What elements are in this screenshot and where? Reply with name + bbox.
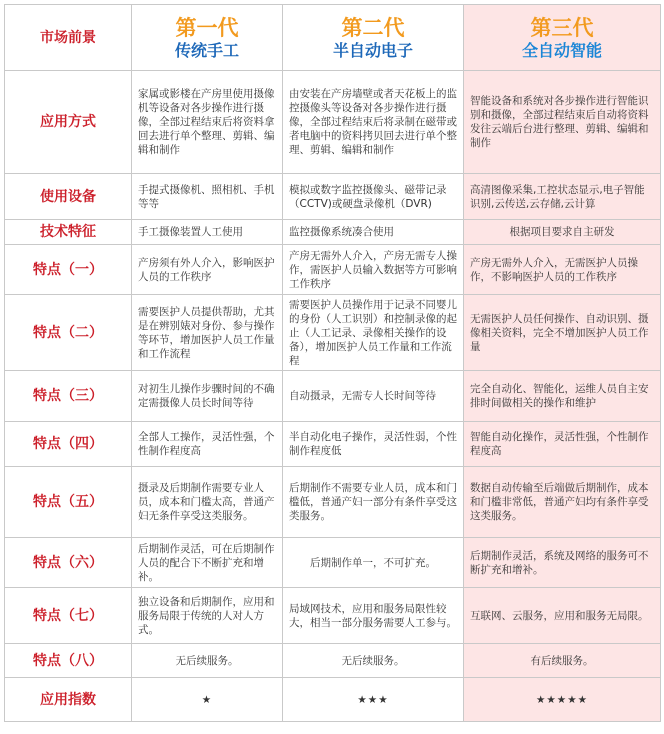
row-label: 特点（六）	[5, 538, 132, 588]
cell-gen-1: 产房须有外人介入，影响医护人员的工作秩序	[132, 245, 283, 295]
cell-gen-1: 家属或影楼在产房里使用摄像机等设备对各步操作进行摄像，全部过程结束后将资料拿回去进行单个整理、剪辑、编辑和制作	[132, 71, 283, 174]
cell-gen-2: 模拟或数字监控摄像头、磁带记录（CCTV)或硬盘录像机（DVR)	[283, 174, 464, 220]
cell-gen-1: 后期制作灵活，可在后期制作人员的配合下不断扩充和增补。	[132, 538, 283, 588]
header-gen-1	[132, 5, 283, 71]
cell-gen-3: 数据自动传输至后端做后期制作，成本和门槛非常低，普通产妇均有条件享受这类服务。	[464, 467, 661, 538]
cell-gen-3: 有后续服务。	[464, 644, 661, 678]
cell-gen-3: 根据项目要求自主研发	[464, 220, 661, 245]
row-rating	[5, 678, 661, 722]
cell-gen-3: 智能自动化操作，灵活性强，个性制作程度高	[464, 422, 661, 467]
cell-gen-1: 全部人工操作，灵活性强，个性制作程度高	[132, 422, 283, 467]
cell-gen-3: 产房无需外人介入，无需医护人员操作，不影响医护人员的工作秩序	[464, 245, 661, 295]
row-feature-4	[5, 422, 661, 467]
row-label: 特点（八）	[5, 644, 132, 678]
cell-gen-1: 需要医护人员提供帮助，尤其是在辨别婊对身份、参与操作等环节，增加医护人员工作量和工作流程	[132, 295, 283, 371]
cell-gen-2: 后期制作不需要专业人员，成本和门槛低，普通产妇一部分有条件享受这类服务。	[283, 467, 464, 538]
star-rating-gen-3: ★★★★★	[464, 678, 661, 722]
gen-3-title: 第三代	[530, 15, 594, 40]
cell-gen-3: 互联网、云服务，应用和服务无局限。	[464, 588, 661, 644]
row-label: 特点（一）	[5, 245, 132, 295]
row-feature-3	[5, 371, 661, 422]
cell-gen-1: 手工摄像装置人工使用	[132, 220, 283, 245]
cell-gen-1: 无后续服务。	[132, 644, 283, 678]
cell-gen-3: 完全自动化、智能化，运维人员自主安排时间做相关的操作和维护	[464, 371, 661, 422]
cell-gen-3: 智能设备和系统对各步操作进行智能识别和摄像，全部过程结束后自动将资料发往云端后台进行整理、剪辑、编辑和制作	[464, 71, 661, 174]
market-comparison-table	[4, 4, 661, 722]
cell-gen-1: 手提式摄像机、照相机、手机等等	[132, 174, 283, 220]
row-application-method	[5, 71, 661, 174]
cell-gen-2: 无后续服务。	[283, 644, 464, 678]
cell-gen-1: 独立设备和后期制作，应用和服务局限于传统的人对人方式。	[132, 588, 283, 644]
row-label: 特点（七）	[5, 588, 132, 644]
cell-gen-3: 后期制作灵活，系统及网络的服务可不断扩充和增补。	[464, 538, 661, 588]
cell-gen-2: 需要医护人员操作用于记录不同婴儿的身份（人工识别）和控制录像的起止（人工记录、录像相关操作的设备），增加医护人员工作量和工作流程	[283, 295, 464, 371]
gen-1-title: 第一代	[175, 15, 239, 40]
cell-gen-2: 局域网技术，应用和服务局限性较大，相当一部分服务需要人工参与。	[283, 588, 464, 644]
row-feature-2	[5, 295, 661, 371]
row-label: 应用指数	[5, 678, 132, 722]
row-feature-7	[5, 588, 661, 644]
row-label: 应用方式	[5, 71, 132, 174]
cell-gen-2: 后期制作单一，不可扩充。	[283, 538, 464, 588]
cell-gen-2: 半自动化电子操作，灵活性弱，个性制作程度低	[283, 422, 464, 467]
row-label: 特点（三）	[5, 371, 132, 422]
cell-gen-1: 摄录及后期制作需要专业人员，成本和门槛太高，普通产妇无条件享受这类服务。	[132, 467, 283, 538]
cell-gen-3: 高清图像采集,工控状态显示,电子智能识别,云传送,云存储,云计算	[464, 174, 661, 220]
cell-gen-2: 产房无需外人介入，产房无需专人操作，需医护人员输入数据等方可影响工作秩序	[283, 245, 464, 295]
header-gen-3	[464, 5, 661, 71]
gen-3-subtitle: 全自动智能	[521, 40, 602, 60]
row-feature-8	[5, 644, 661, 678]
row-feature-1	[5, 245, 661, 295]
gen-2-title: 第二代	[341, 15, 405, 40]
cell-gen-2: 监控摄像系统凑合使用	[283, 220, 464, 245]
row-label: 使用设备	[5, 174, 132, 220]
header-row	[5, 5, 661, 71]
gen-1-subtitle: 传统手工	[174, 40, 239, 60]
cell-gen-2: 由安装在产房墙壁或者天花板上的监控摄像头等设备对各步操作进行摄像，全部过程结束后将录制在磁带或者电脑中的资料拷贝回去进行单个整理、剪辑、编辑和制作	[283, 71, 464, 174]
row-tech-feature	[5, 220, 661, 245]
cell-gen-2: 自动摄录，无需专人长时间等待	[283, 371, 464, 422]
gen-2-subtitle: 半自动电子	[332, 40, 413, 60]
star-rating-gen-1: ★	[132, 678, 283, 722]
cell-gen-3: 无需医护人员任何操作、自动识别、摄像相关资料，完全不增加医护人员工作量	[464, 295, 661, 371]
cell-gen-1: 对初生儿操作步骤时间的不确定需摄像人员长时间等待	[132, 371, 283, 422]
row-equipment	[5, 174, 661, 220]
row-label: 特点（二）	[5, 295, 132, 371]
header-gen-2	[283, 5, 464, 71]
row-feature-5	[5, 467, 661, 538]
star-rating-gen-2: ★★★	[283, 678, 464, 722]
row-label: 特点（四）	[5, 422, 132, 467]
row-label: 技术特征	[5, 220, 132, 245]
row-label: 特点（五）	[5, 467, 132, 538]
header-label: 市场前景	[5, 5, 132, 71]
row-feature-6	[5, 538, 661, 588]
